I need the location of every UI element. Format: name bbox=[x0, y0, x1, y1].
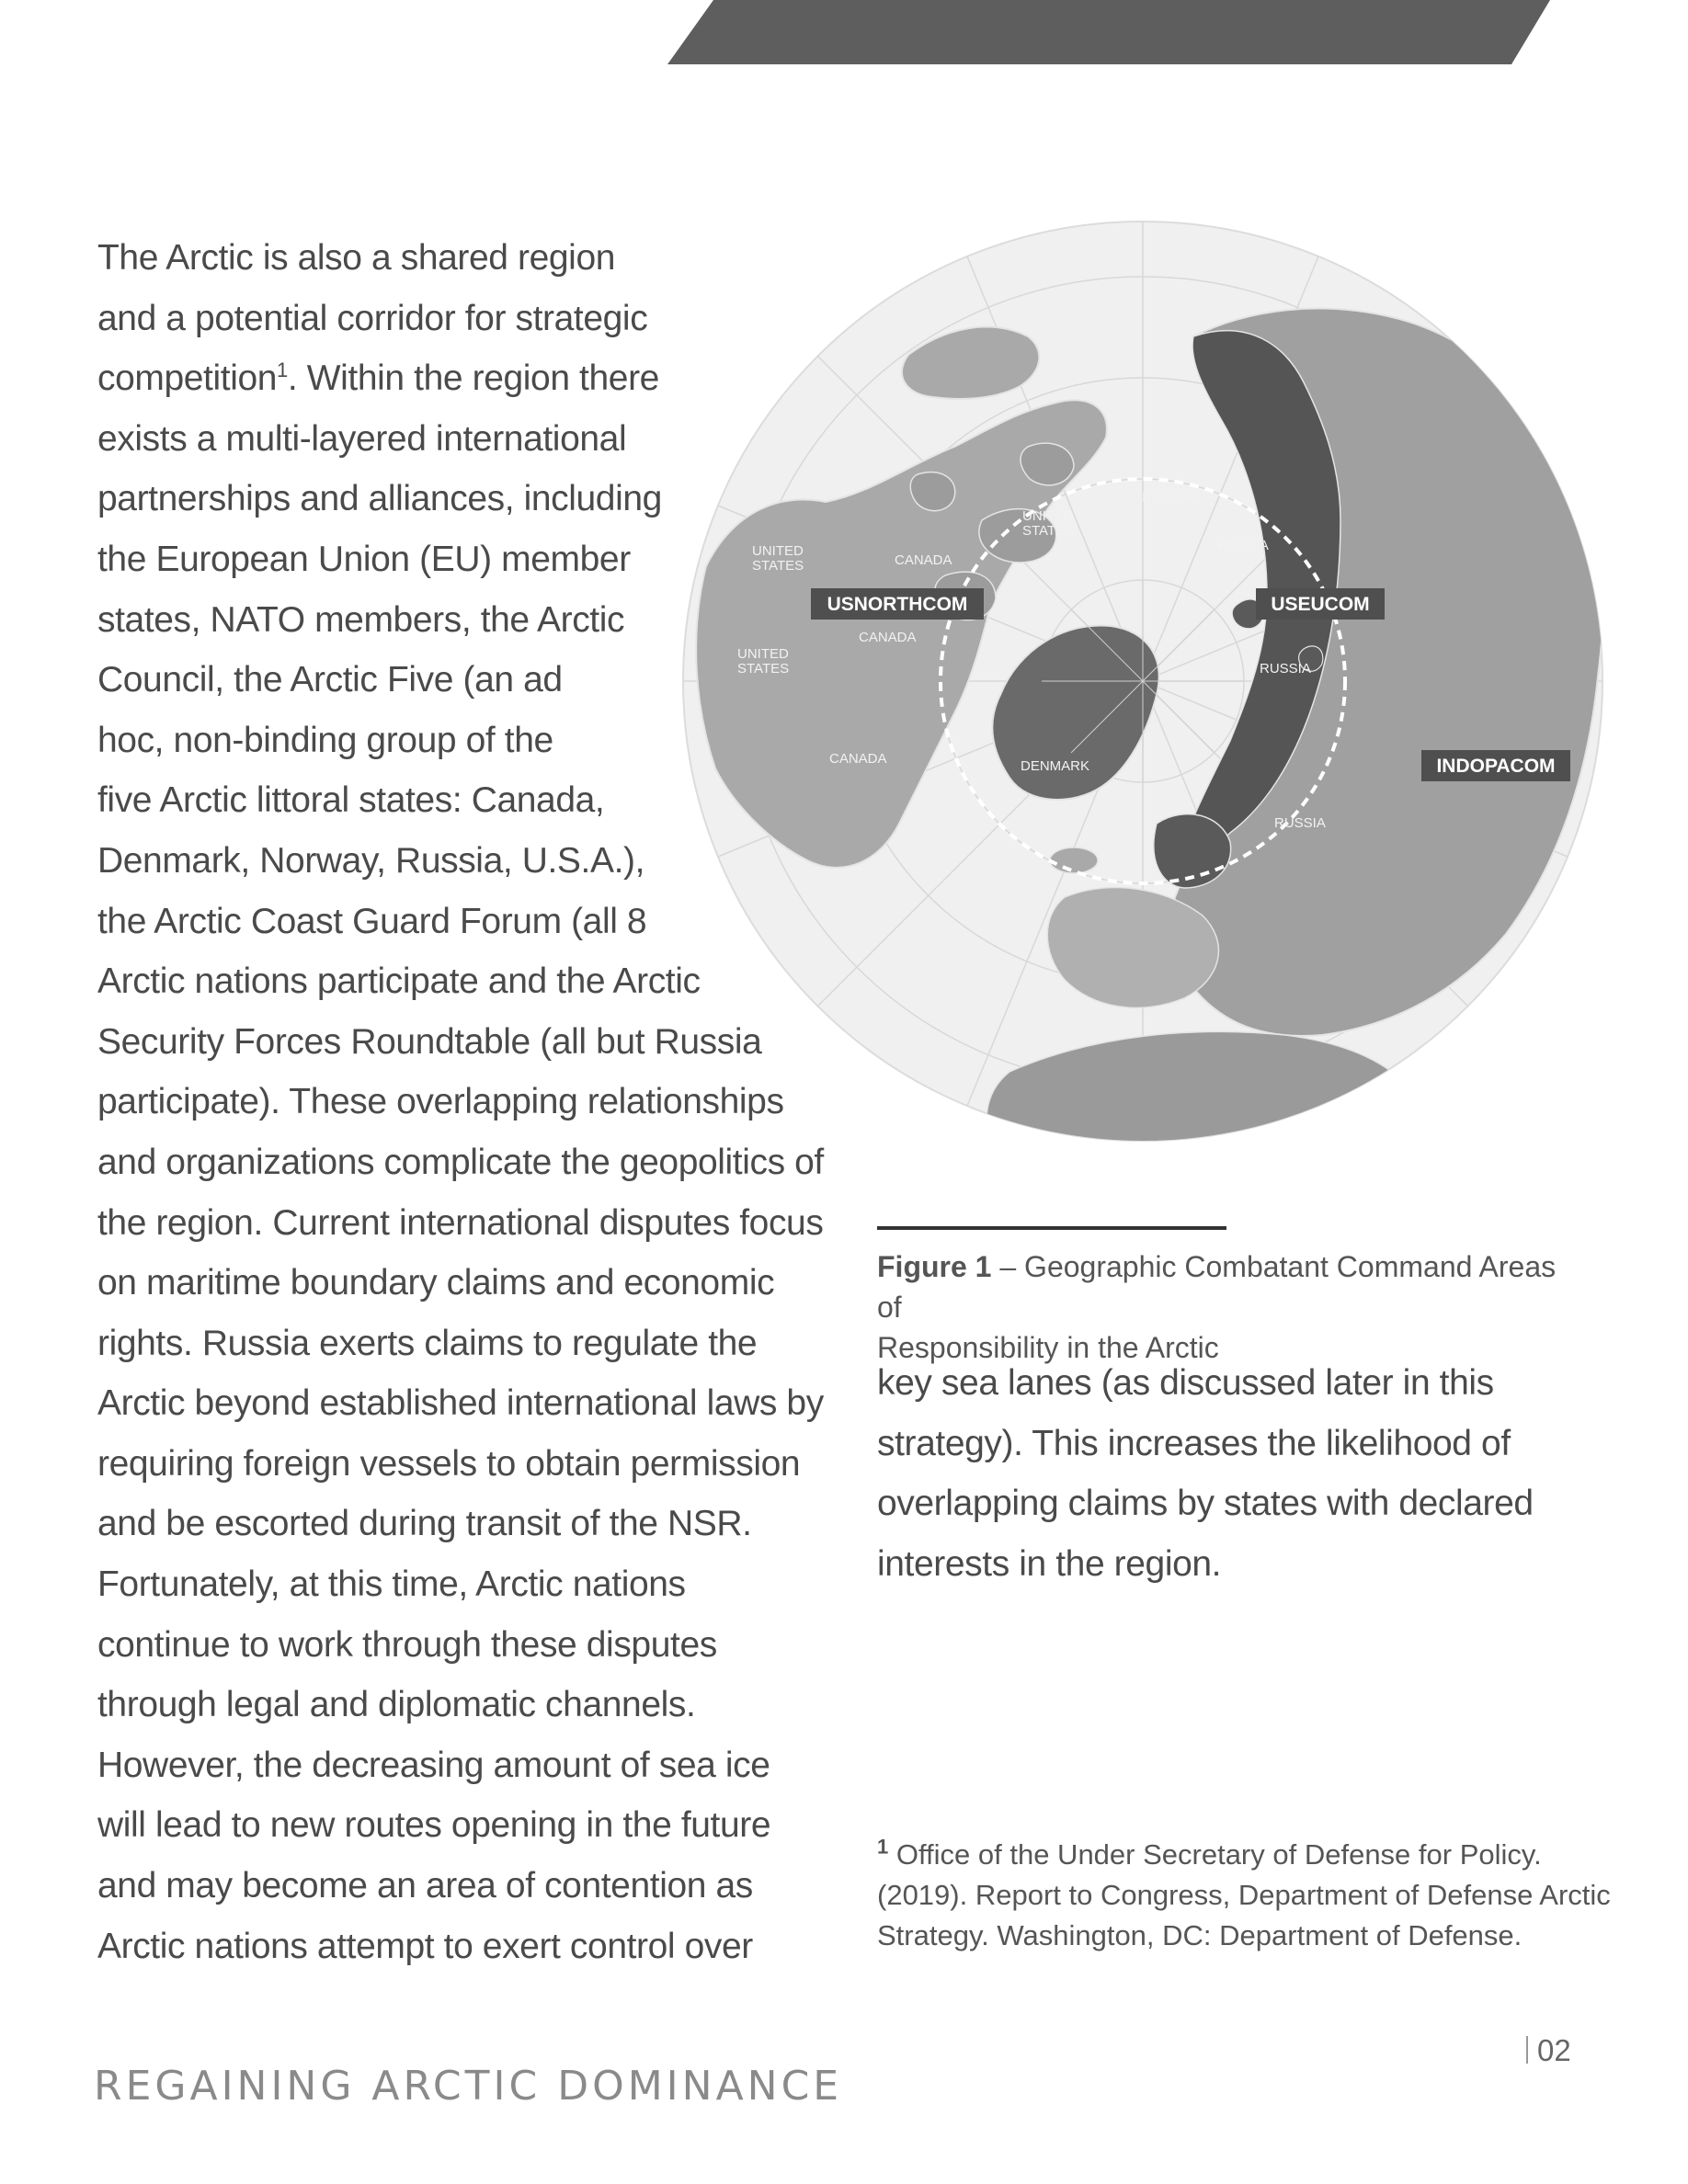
body-line: interests in the region. bbox=[877, 1543, 1222, 1584]
body-line: strategy). This increases the likelihood of bbox=[877, 1423, 1511, 1463]
body-line: partnerships and alliances, including bbox=[97, 479, 662, 519]
body-line: and organizations complicate the geopolitics of bbox=[97, 1142, 824, 1182]
body-line: Arctic nations participate and the Arctic bbox=[97, 961, 701, 1002]
footnote bbox=[877, 1835, 1631, 1956]
figure-caption bbox=[877, 1246, 1576, 1368]
page-number-text: 02 bbox=[1537, 2033, 1571, 2067]
country-label: CANADA bbox=[829, 751, 887, 767]
body-line: through legal and diplomatic channels. bbox=[97, 1685, 696, 1725]
country-label: STATES bbox=[752, 558, 804, 574]
country-label: STATES bbox=[737, 661, 790, 677]
body-line: However, the decreasing amount of sea ice bbox=[97, 1745, 770, 1785]
figure-caption-text: – Geographic Combatant Command Areas of bbox=[877, 1250, 1557, 1324]
figure-rule bbox=[877, 1226, 1226, 1230]
footnote-reference[interactable]: 1 bbox=[277, 358, 288, 382]
body-line: the Arctic Coast Guard Forum (all 8 bbox=[97, 901, 647, 941]
country-label: UNITED bbox=[752, 543, 804, 559]
body-line: on maritime boundary claims and economic bbox=[97, 1263, 775, 1303]
body-line: Council, the Arctic Five (an ad bbox=[97, 660, 563, 700]
country-label: STATES bbox=[1022, 523, 1075, 539]
country-label: RUSSIA bbox=[1274, 815, 1326, 831]
header-band bbox=[667, 0, 1587, 64]
country-label: UNITED bbox=[737, 646, 789, 662]
body-line: exists a multi-layered international bbox=[97, 418, 627, 459]
body-line: overlapping claims by states with declared bbox=[877, 1484, 1534, 1524]
body-line: will lead to new routes opening in the future bbox=[97, 1805, 771, 1846]
body-line: states, NATO members, the Arctic bbox=[97, 599, 625, 640]
country-label: CANADA bbox=[895, 552, 952, 568]
arctic-polar-map bbox=[679, 217, 1607, 1145]
indopacom-label: INDOPACOM bbox=[1436, 756, 1556, 777]
footnote-text: Office of the Under Secretary of Defense for Policy. bbox=[888, 1838, 1542, 1871]
footnote-marker: 1 bbox=[877, 1835, 889, 1859]
arctic-map-figure bbox=[679, 217, 1607, 1145]
body-line: and a potential corridor for strategic bbox=[97, 298, 648, 338]
body-line: The Arctic is also a shared region bbox=[97, 238, 616, 278]
figure-caption-text: Responsibility in the Arctic bbox=[877, 1331, 1219, 1364]
body-line: Arctic beyond established international laws by bbox=[97, 1383, 824, 1424]
country-label: DENMARK bbox=[1021, 758, 1090, 774]
figure-label: Figure 1 bbox=[877, 1250, 992, 1283]
country-label: RUSSIA bbox=[1217, 538, 1269, 553]
footnote-line: (2019). Report to Congress, Department of Defense Arctic bbox=[877, 1879, 1611, 1911]
footnote-line bbox=[877, 1835, 1631, 1875]
body-line: Fortunately, at this time, Arctic nations bbox=[97, 1564, 686, 1605]
body-line: five Arctic littoral states: Canada, bbox=[97, 780, 605, 821]
country-label: UNITED bbox=[1022, 508, 1074, 524]
body-line: the region. Current international disputes focus bbox=[97, 1202, 824, 1243]
footer-title: REGAINING ARCTIC DOMINANCE bbox=[94, 2063, 843, 2110]
iceland-landmass bbox=[1050, 847, 1098, 873]
body-line: and may become an area of contention as bbox=[97, 1866, 753, 1906]
body-line: participate). These overlapping relationships bbox=[97, 1082, 784, 1122]
right-text-column bbox=[877, 1353, 1613, 1594]
body-line: the European Union (EU) member bbox=[97, 539, 631, 579]
country-label: RUSSIA bbox=[1142, 490, 1193, 506]
page-number-divider bbox=[1526, 2036, 1528, 2064]
body-line-text: . Within the region there bbox=[287, 358, 659, 399]
body-line: Denmark, Norway, Russia, U.S.A.), bbox=[97, 840, 645, 881]
body-line: key sea lanes (as discussed later in this bbox=[877, 1363, 1494, 1403]
pole-rays bbox=[1042, 580, 1244, 782]
body-line: hoc, non-binding group of the bbox=[97, 720, 553, 760]
usnorthcom-label: USNORTHCOM bbox=[827, 594, 968, 615]
body-line: requiring foreign vessels to obtain permission bbox=[97, 1443, 801, 1484]
page-number bbox=[1526, 2033, 1571, 2068]
body-line: Arctic nations attempt to exert control over bbox=[97, 1926, 753, 1966]
body-line: rights. Russia exerts claims to regulate the bbox=[97, 1323, 758, 1363]
body-line: and be escorted during transit of the NSR. bbox=[97, 1504, 752, 1544]
footnote-line: Strategy. Washington, DC: Department of Defense. bbox=[877, 1919, 1523, 1951]
body-line: Security Forces Roundtable (all but Russia bbox=[97, 1021, 762, 1062]
country-label: CANADA bbox=[859, 630, 917, 645]
body-line-text: competition bbox=[97, 358, 278, 399]
useucom-label: USEUCOM bbox=[1271, 594, 1370, 615]
body-line: continue to work through these disputes bbox=[97, 1624, 717, 1665]
country-label: RUSSIA bbox=[1260, 661, 1311, 677]
